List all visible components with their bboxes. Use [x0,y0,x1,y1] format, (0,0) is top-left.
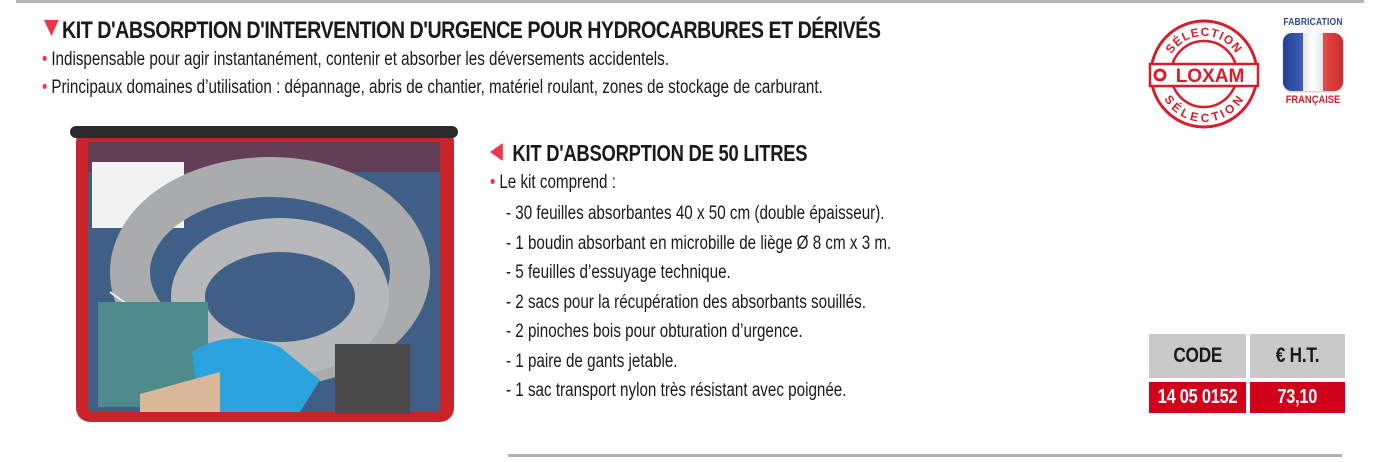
french-flag-icon [1283,33,1343,91]
header-text: € H.T. [1275,344,1320,367]
intro-bullets [42,46,823,102]
list-item: - 1 boudin absorbant en microbille de liège Ø 8 cm x 3 m. [506,232,892,254]
list-item: - 2 sacs pour la récupération des absorbants souillés. [506,291,866,313]
product-title [490,140,807,167]
fabrication-label: FABRICATION [1283,17,1343,28]
header-text: CODE [1173,344,1222,367]
price-cell [1250,382,1345,413]
bullet-dot-icon: • [490,172,496,193]
made-in-france-badge [1278,17,1348,106]
svg-text:SÉLECTION: SÉLECTION [1162,24,1246,56]
loxam-selection-seal-icon [1148,18,1260,130]
product-image [70,122,458,424]
section-title [44,17,881,45]
product-code: 14 05 0152 [1157,386,1238,408]
intro-bullet-text: Indispensable pour agir instantanément, contenir et absorber les déversements accidentels. [51,49,669,70]
kit-contents-list [506,199,891,406]
bullet-dot-icon: • [42,77,48,98]
list-item: - 5 feuilles d’essuyage technique. [506,262,731,283]
list-item: - 1 paire de gants jetable. [506,350,678,372]
kit-intro [490,172,616,194]
list-item: - 30 feuilles absorbantes 40 x 50 cm (double épaisseur). [506,203,885,224]
kit-intro-text: Le kit comprend : [499,172,616,193]
product-code-cell [1149,382,1246,413]
intro-bullet-text: Principaux domaines d’utilisation : dépannage, abris de chantier, matériel roulant, zones de stockage de carburant. [51,77,823,98]
column-header-price [1250,334,1345,378]
svg-text:SÉLECTION: SÉLECTION [1161,92,1247,126]
price-table [1145,330,1349,417]
triangle-down-icon [44,20,59,36]
list-item: - 2 pinoches bois pour obturation d’urgence. [506,321,803,342]
francaise-label: FRANÇAISE [1285,94,1341,106]
price-value: 73,10 [1277,386,1318,408]
top-divider [16,0,1364,3]
intro-bullet [42,74,823,102]
table-row [1149,382,1345,413]
svg-text:LOXAM: LOXAM [1175,66,1245,87]
intro-bullet [42,46,823,74]
section-title-text: KIT D'ABSORPTION D'INTERVENTION D'URGENCE POUR HYDROCARBURES ET DÉRIVÉS [62,17,881,44]
bullet-dot-icon: • [42,49,48,70]
product-title-text: KIT D'ABSORPTION DE 50 LITRES [512,140,808,166]
list-item: - 1 sac transport nylon très résistant avec poignée. [506,380,847,401]
bottom-divider [508,454,1342,457]
triangle-left-icon [490,143,503,161]
column-header-code [1149,334,1246,378]
